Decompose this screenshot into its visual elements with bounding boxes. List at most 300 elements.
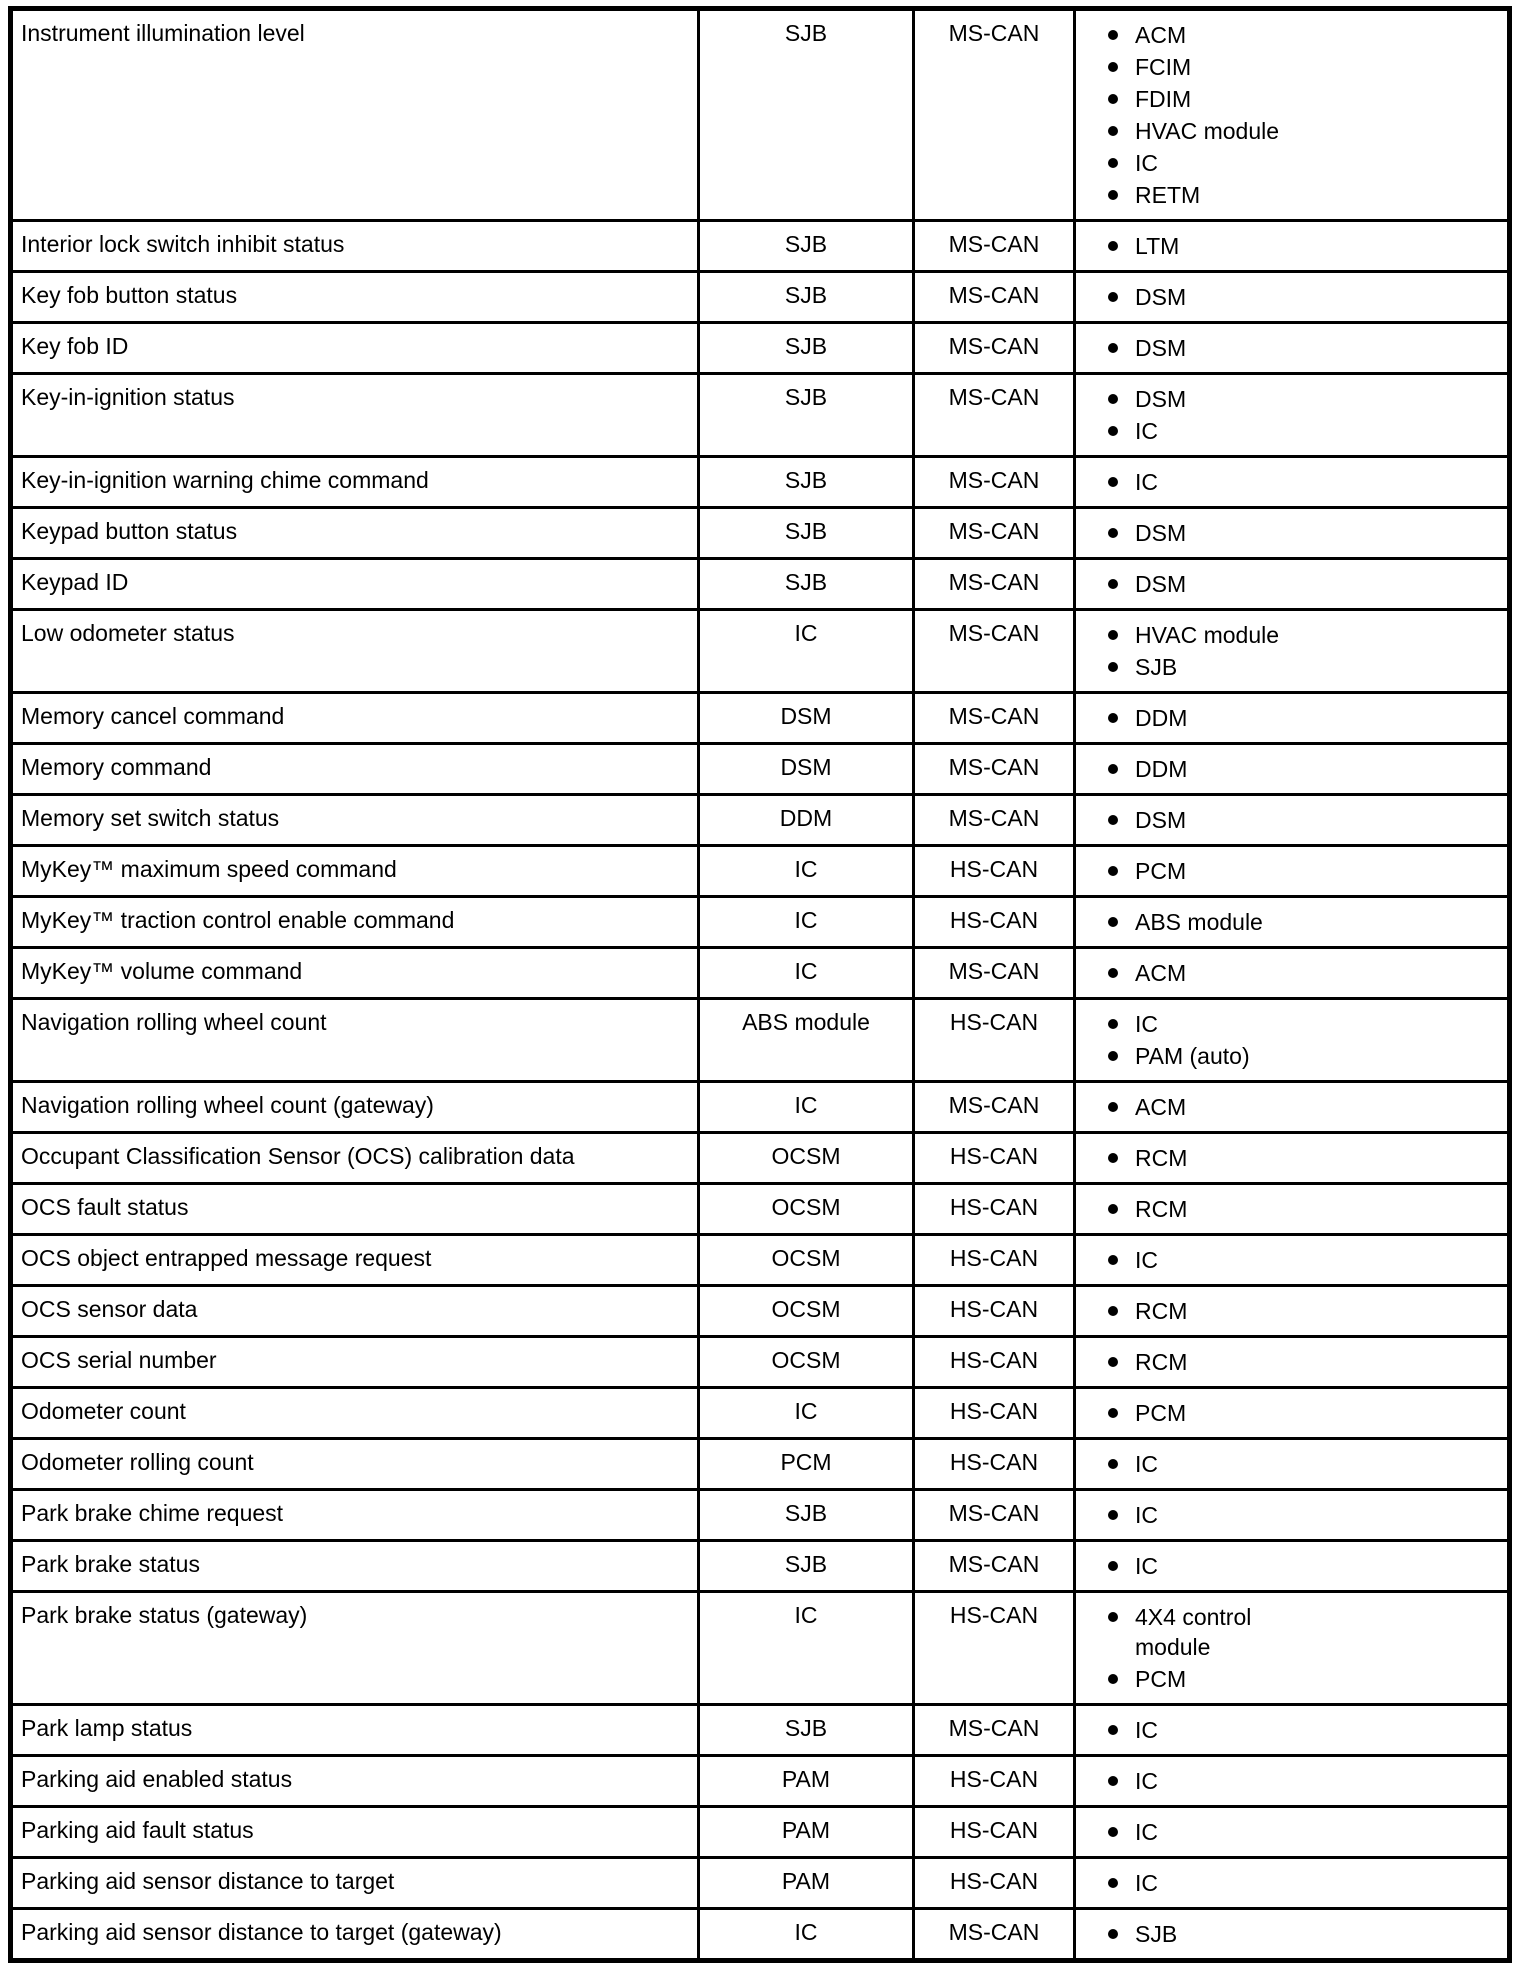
receivers-list [1084, 856, 1499, 886]
receivers-list [1084, 1245, 1499, 1275]
receivers-cell [1075, 1807, 1510, 1858]
receiver-item [1108, 958, 1499, 988]
receiver-item [1108, 856, 1499, 886]
receivers-cell [1075, 610, 1510, 693]
bullet-icon [1108, 477, 1118, 487]
network-cell: HS-CAN [914, 1592, 1075, 1705]
source-module-cell: IC [699, 897, 914, 948]
receiver-label: DSM [1135, 284, 1187, 310]
source-module-cell: SJB [699, 1541, 914, 1592]
receiver-label: PAM (auto) [1135, 1043, 1250, 1069]
receiver-label: IC [1135, 1717, 1158, 1743]
bullet-icon [1108, 1612, 1118, 1622]
network-cell: HS-CAN [914, 846, 1075, 897]
source-module-cell: SJB [699, 1705, 914, 1756]
receivers-list [1084, 703, 1499, 733]
source-module-cell: OCSM [699, 1184, 914, 1235]
network-cell: HS-CAN [914, 1235, 1075, 1286]
table-row [11, 948, 1510, 999]
receivers-cell [1075, 1082, 1510, 1133]
message-cell: OCS object entrapped message request [11, 1235, 699, 1286]
receivers-cell [1075, 559, 1510, 610]
bullet-icon [1108, 343, 1118, 353]
receiver-item [1108, 231, 1499, 261]
bullet-icon [1108, 764, 1118, 774]
receivers-cell [1075, 693, 1510, 744]
bullet-icon [1108, 158, 1118, 168]
receiver-label: PCM [1135, 858, 1187, 884]
receiver-item [1108, 1398, 1499, 1428]
receiver-item [1108, 1041, 1499, 1071]
network-cell: HS-CAN [914, 1756, 1075, 1807]
source-module-cell: SJB [699, 221, 914, 272]
receiver-item [1108, 1602, 1499, 1662]
table-row [11, 1286, 1510, 1337]
network-cell: MS-CAN [914, 948, 1075, 999]
bullet-icon [1108, 579, 1118, 589]
receivers-cell [1075, 1541, 1510, 1592]
table-row [11, 1184, 1510, 1235]
network-cell: MS-CAN [914, 323, 1075, 374]
source-module-cell: OCSM [699, 1286, 914, 1337]
bullet-icon [1108, 30, 1118, 40]
table-body [11, 9, 1510, 1961]
message-cell: Navigation rolling wheel count [11, 999, 699, 1082]
receiver-item [1108, 84, 1499, 114]
source-module-cell: IC [699, 846, 914, 897]
bullet-icon [1108, 815, 1118, 825]
receivers-list [1084, 1551, 1499, 1581]
message-cell: MyKey™ maximum speed command [11, 846, 699, 897]
receiver-item [1108, 282, 1499, 312]
message-cell: Keypad ID [11, 559, 699, 610]
receiver-item [1108, 569, 1499, 599]
receiver-label: ACM [1135, 1094, 1187, 1120]
table-row [11, 610, 1510, 693]
receiver-label: IC [1135, 1553, 1158, 1579]
table-row [11, 846, 1510, 897]
table-row [11, 1133, 1510, 1184]
receiver-label: RETM [1135, 182, 1201, 208]
receivers-list [1084, 1296, 1499, 1326]
receivers-cell [1075, 1705, 1510, 1756]
receiver-item [1108, 20, 1499, 50]
receiver-label: DSM [1135, 520, 1187, 546]
receivers-cell [1075, 457, 1510, 508]
receiver-label: IC [1135, 469, 1158, 495]
bullet-icon [1108, 394, 1118, 404]
receivers-list [1084, 1868, 1499, 1898]
receiver-label: HVAC module [1135, 118, 1280, 144]
network-message-table [8, 6, 1512, 1963]
network-cell: MS-CAN [914, 374, 1075, 457]
receiver-item [1108, 1919, 1499, 1949]
source-module-cell: ABS module [699, 999, 914, 1082]
receivers-cell [1075, 374, 1510, 457]
source-module-cell: OCSM [699, 1337, 914, 1388]
receiver-label: LTM [1135, 233, 1180, 259]
receiver-label: IC [1135, 418, 1158, 444]
receivers-list [1084, 1602, 1499, 1694]
receiver-item [1108, 1347, 1499, 1377]
source-module-cell: IC [699, 1082, 914, 1133]
source-module-cell: PCM [699, 1439, 914, 1490]
network-cell: HS-CAN [914, 1439, 1075, 1490]
receivers-list [1084, 1398, 1499, 1428]
table-row [11, 457, 1510, 508]
receiver-item [1108, 1817, 1499, 1847]
source-module-cell: SJB [699, 559, 914, 610]
receiver-item [1108, 180, 1499, 210]
receivers-list [1084, 1449, 1499, 1479]
receiver-label: RCM [1135, 1349, 1188, 1375]
network-cell: HS-CAN [914, 1337, 1075, 1388]
receivers-list [1084, 1143, 1499, 1173]
receivers-list [1084, 958, 1499, 988]
source-module-cell: SJB [699, 272, 914, 323]
bullet-icon [1108, 1408, 1118, 1418]
receiver-label: ABS module [1135, 909, 1263, 935]
receivers-list [1084, 467, 1499, 497]
receivers-list [1084, 333, 1499, 363]
receivers-list [1084, 518, 1499, 548]
message-cell: OCS sensor data [11, 1286, 699, 1337]
receiver-item [1108, 384, 1499, 414]
bullet-icon [1108, 528, 1118, 538]
receiver-label: ACM [1135, 22, 1187, 48]
message-cell: Odometer count [11, 1388, 699, 1439]
network-cell: MS-CAN [914, 693, 1075, 744]
table-row [11, 1756, 1510, 1807]
receivers-cell [1075, 846, 1510, 897]
table-row [11, 1235, 1510, 1286]
receiver-label: IC [1135, 1819, 1158, 1845]
receiver-label: RCM [1135, 1196, 1188, 1222]
receivers-cell [1075, 221, 1510, 272]
table-row [11, 693, 1510, 744]
receivers-cell [1075, 1184, 1510, 1235]
receivers-cell [1075, 1858, 1510, 1909]
receiver-label: RCM [1135, 1145, 1188, 1171]
bullet-icon [1108, 1019, 1118, 1029]
receivers-cell [1075, 1756, 1510, 1807]
receiver-item [1108, 1868, 1499, 1898]
network-cell: MS-CAN [914, 508, 1075, 559]
receivers-list [1084, 1817, 1499, 1847]
network-cell: HS-CAN [914, 1858, 1075, 1909]
receiver-label: DSM [1135, 807, 1187, 833]
bullet-icon [1108, 662, 1118, 672]
message-cell: Interior lock switch inhibit status [11, 221, 699, 272]
receiver-label: IC [1135, 150, 1158, 176]
receivers-cell [1075, 744, 1510, 795]
table-row [11, 1337, 1510, 1388]
receivers-list [1084, 1194, 1499, 1224]
network-cell: MS-CAN [914, 1541, 1075, 1592]
table-row [11, 1388, 1510, 1439]
receivers-list [1084, 1766, 1499, 1796]
bullet-icon [1108, 190, 1118, 200]
message-cell: Key-in-ignition warning chime command [11, 457, 699, 508]
source-module-cell: SJB [699, 9, 914, 221]
table-row [11, 374, 1510, 457]
message-cell: Key-in-ignition status [11, 374, 699, 457]
receiver-label: IC [1135, 1247, 1158, 1273]
network-cell: MS-CAN [914, 1490, 1075, 1541]
receiver-item [1108, 1766, 1499, 1796]
source-module-cell: SJB [699, 1490, 914, 1541]
message-cell: Occupant Classification Sensor (OCS) calibration data [11, 1133, 699, 1184]
receiver-label: RCM [1135, 1298, 1188, 1324]
network-cell: MS-CAN [914, 221, 1075, 272]
table-row [11, 1592, 1510, 1705]
table-row [11, 1705, 1510, 1756]
message-cell: Key fob ID [11, 323, 699, 374]
receivers-list [1084, 620, 1499, 682]
receiver-item [1108, 1551, 1499, 1581]
receiver-item [1108, 652, 1499, 682]
message-cell: OCS serial number [11, 1337, 699, 1388]
bullet-icon [1108, 1510, 1118, 1520]
receiver-label: DDM [1135, 705, 1188, 731]
bullet-icon [1108, 292, 1118, 302]
receiver-item [1108, 518, 1499, 548]
receiver-label: 4X4 control module [1135, 1604, 1252, 1660]
network-cell: MS-CAN [914, 272, 1075, 323]
receivers-cell [1075, 1286, 1510, 1337]
message-cell: Key fob button status [11, 272, 699, 323]
receiver-label: PCM [1135, 1400, 1187, 1426]
message-cell: MyKey™ traction control enable command [11, 897, 699, 948]
receivers-list [1084, 907, 1499, 937]
table-row [11, 508, 1510, 559]
source-module-cell: DDM [699, 795, 914, 846]
receiver-item [1108, 116, 1499, 146]
receivers-list [1084, 1919, 1499, 1949]
network-cell: MS-CAN [914, 1082, 1075, 1133]
table-row [11, 221, 1510, 272]
receivers-list [1084, 805, 1499, 835]
bullet-icon [1108, 1561, 1118, 1571]
receiver-item [1108, 1449, 1499, 1479]
source-module-cell: OCSM [699, 1235, 914, 1286]
receivers-cell [1075, 1592, 1510, 1705]
bullet-icon [1108, 1827, 1118, 1837]
message-cell: Memory set switch status [11, 795, 699, 846]
receivers-cell [1075, 323, 1510, 374]
network-cell: HS-CAN [914, 897, 1075, 948]
receiver-label: DSM [1135, 386, 1187, 412]
bullet-icon [1108, 1051, 1118, 1061]
receivers-list [1084, 231, 1499, 261]
receivers-list [1084, 1347, 1499, 1377]
table-row [11, 1858, 1510, 1909]
receivers-cell [1075, 9, 1510, 221]
bullet-icon [1108, 917, 1118, 927]
table-row [11, 1807, 1510, 1858]
source-module-cell: DSM [699, 693, 914, 744]
bullet-icon [1108, 1306, 1118, 1316]
bullet-icon [1108, 94, 1118, 104]
message-cell: Parking aid fault status [11, 1807, 699, 1858]
receiver-label: DSM [1135, 571, 1187, 597]
receivers-list [1084, 1715, 1499, 1745]
message-cell: Keypad button status [11, 508, 699, 559]
bullet-icon [1108, 968, 1118, 978]
network-cell: HS-CAN [914, 1388, 1075, 1439]
receiver-item [1108, 754, 1499, 784]
network-cell: HS-CAN [914, 999, 1075, 1082]
receivers-cell [1075, 897, 1510, 948]
message-cell: MyKey™ volume command [11, 948, 699, 999]
receivers-list [1084, 20, 1499, 210]
bullet-icon [1108, 62, 1118, 72]
table-row [11, 272, 1510, 323]
source-module-cell: SJB [699, 323, 914, 374]
network-cell: MS-CAN [914, 795, 1075, 846]
message-cell: Park brake status (gateway) [11, 1592, 699, 1705]
message-cell: Low odometer status [11, 610, 699, 693]
receivers-list [1084, 569, 1499, 599]
receiver-label: IC [1135, 1502, 1158, 1528]
message-cell: Instrument illumination level [11, 9, 699, 221]
receivers-cell [1075, 1909, 1510, 1961]
receivers-cell [1075, 1133, 1510, 1184]
receiver-item [1108, 416, 1499, 446]
bullet-icon [1108, 1725, 1118, 1735]
network-cell: HS-CAN [914, 1286, 1075, 1337]
bullet-icon [1108, 1255, 1118, 1265]
message-cell: Park brake chime request [11, 1490, 699, 1541]
receiver-item [1108, 1664, 1499, 1694]
receivers-cell [1075, 1439, 1510, 1490]
source-module-cell: DSM [699, 744, 914, 795]
message-cell: Park lamp status [11, 1705, 699, 1756]
table-row [11, 897, 1510, 948]
network-cell: MS-CAN [914, 559, 1075, 610]
table-row [11, 9, 1510, 221]
receiver-label: PCM [1135, 1666, 1187, 1692]
receiver-item [1108, 907, 1499, 937]
receiver-label: IC [1135, 1011, 1158, 1037]
receiver-item [1108, 1194, 1499, 1224]
message-cell: Odometer rolling count [11, 1439, 699, 1490]
network-cell: HS-CAN [914, 1133, 1075, 1184]
receivers-cell [1075, 795, 1510, 846]
network-cell: MS-CAN [914, 1705, 1075, 1756]
receivers-list [1084, 1500, 1499, 1530]
bullet-icon [1108, 241, 1118, 251]
table-row [11, 559, 1510, 610]
receiver-label: IC [1135, 1870, 1158, 1896]
table-row [11, 1909, 1510, 1961]
network-cell: MS-CAN [914, 1909, 1075, 1961]
bullet-icon [1108, 866, 1118, 876]
bullet-icon [1108, 713, 1118, 723]
receiver-label: ACM [1135, 960, 1187, 986]
source-module-cell: IC [699, 948, 914, 999]
bullet-icon [1108, 630, 1118, 640]
receiver-label: FCIM [1135, 54, 1192, 80]
source-module-cell: IC [699, 1909, 914, 1961]
message-cell: Parking aid sensor distance to target [11, 1858, 699, 1909]
table-row [11, 744, 1510, 795]
receiver-label: FDIM [1135, 86, 1192, 112]
receivers-list [1084, 384, 1499, 446]
receivers-list [1084, 282, 1499, 312]
bullet-icon [1108, 1153, 1118, 1163]
table-row [11, 795, 1510, 846]
table-row [11, 323, 1510, 374]
bullet-icon [1108, 1674, 1118, 1684]
network-cell: HS-CAN [914, 1184, 1075, 1235]
source-module-cell: PAM [699, 1858, 914, 1909]
receiver-item [1108, 703, 1499, 733]
source-module-cell: PAM [699, 1756, 914, 1807]
table-row [11, 1490, 1510, 1541]
source-module-cell: OCSM [699, 1133, 914, 1184]
receivers-cell [1075, 999, 1510, 1082]
message-cell: Navigation rolling wheel count (gateway) [11, 1082, 699, 1133]
receiver-label: DDM [1135, 756, 1188, 782]
source-module-cell: IC [699, 1388, 914, 1439]
table-row [11, 1541, 1510, 1592]
receiver-item [1108, 1296, 1499, 1326]
source-module-cell: SJB [699, 374, 914, 457]
receivers-cell [1075, 1388, 1510, 1439]
receiver-item [1108, 1715, 1499, 1745]
source-module-cell: IC [699, 1592, 914, 1705]
network-cell: MS-CAN [914, 744, 1075, 795]
receivers-cell [1075, 948, 1510, 999]
bullet-icon [1108, 1929, 1118, 1939]
receivers-list [1084, 1092, 1499, 1122]
source-module-cell: SJB [699, 457, 914, 508]
bullet-icon [1108, 1776, 1118, 1786]
receiver-item [1108, 333, 1499, 363]
network-cell: MS-CAN [914, 610, 1075, 693]
receiver-item [1108, 1245, 1499, 1275]
receiver-item [1108, 467, 1499, 497]
message-cell: Memory cancel command [11, 693, 699, 744]
receiver-label: IC [1135, 1451, 1158, 1477]
receiver-item [1108, 148, 1499, 178]
receiver-item [1108, 805, 1499, 835]
receivers-cell [1075, 1337, 1510, 1388]
network-cell: HS-CAN [914, 1807, 1075, 1858]
receiver-item [1108, 1500, 1499, 1530]
receiver-label: HVAC module [1135, 622, 1280, 648]
receiver-label: SJB [1135, 654, 1178, 680]
message-cell: OCS fault status [11, 1184, 699, 1235]
source-module-cell: SJB [699, 508, 914, 559]
receiver-item [1108, 1092, 1499, 1122]
receiver-label: IC [1135, 1768, 1158, 1794]
bullet-icon [1108, 1878, 1118, 1888]
receivers-cell [1075, 508, 1510, 559]
receiver-item [1108, 1009, 1499, 1039]
network-cell: MS-CAN [914, 9, 1075, 221]
source-module-cell: IC [699, 610, 914, 693]
network-cell: MS-CAN [914, 457, 1075, 508]
bullet-icon [1108, 1357, 1118, 1367]
table-row [11, 1439, 1510, 1490]
receivers-list [1084, 754, 1499, 784]
table-row [11, 999, 1510, 1082]
receivers-list [1084, 1009, 1499, 1071]
receivers-cell [1075, 272, 1510, 323]
receivers-cell [1075, 1235, 1510, 1286]
